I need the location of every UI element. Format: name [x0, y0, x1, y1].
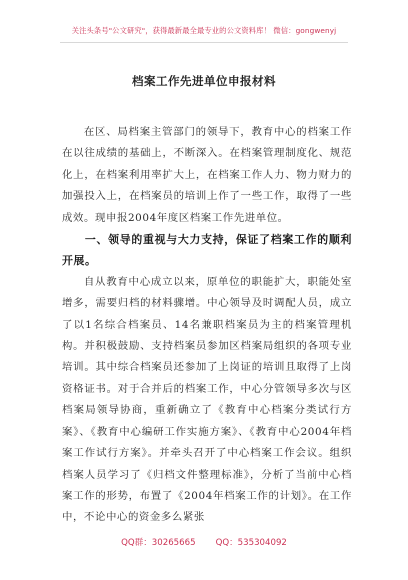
footer-contact [0, 536, 408, 548]
header-promo-note: 关注头条号"公文研究"，获得最新最全最专业的公文资料库！ 微信：gongwenyj [71, 26, 337, 35]
document-body [62, 122, 352, 529]
section-heading: 一、领导的重视与大力支持，保证了档案工作的顺利开展。 [62, 233, 352, 268]
footer-qq-group: QQ群：30265665 [121, 538, 196, 548]
header-divider [60, 42, 348, 43]
intro-paragraph: 在区、局档案主管部门的领导下，教育中心的档案工作在以往成绩的基础上，不断深入。在档案管理制度化、规范化上，在档案利用率扩大上，在档案工作人力、物力财力的加强投入上，在档案员的培训上作了一些工作，取得了一些成效。现申报2004年度区档案工作先进单位。 [62, 126, 352, 224]
body-paragraph: 自从教育中心成立以来，原单位的职能扩大，职能处室增多，需要归档的材料骤增。中心领导及时调配人员，成立了以1名综合档案员、14名兼职档案员为主的档案管理机构。并积极鼓励、支持档案员参加区档案局组织的各项专业培训。其中综合档案员还参加了上岗证的培训且取得了上岗资格证书。对于合并后的档案工作，中心分管领导多次与区档案局领导协商，重新确立了《教育中心档案分类试行方案》、《教育中心编研工作实施方案》、《教育中心2004年档案工作试行方案》。并牵头召开了中心档案工作会议。组织档案人员学习了《归档文件整理标准》，分析了当前中心档案工作的形势，布置了《2004年档案工作的计划》。在工作中，不论中心的资金多么紧张 [62, 275, 352, 524]
document-title: 档案工作先进单位申报材料 [132, 74, 276, 88]
footer-qq: QQ：535304092 [215, 538, 287, 548]
